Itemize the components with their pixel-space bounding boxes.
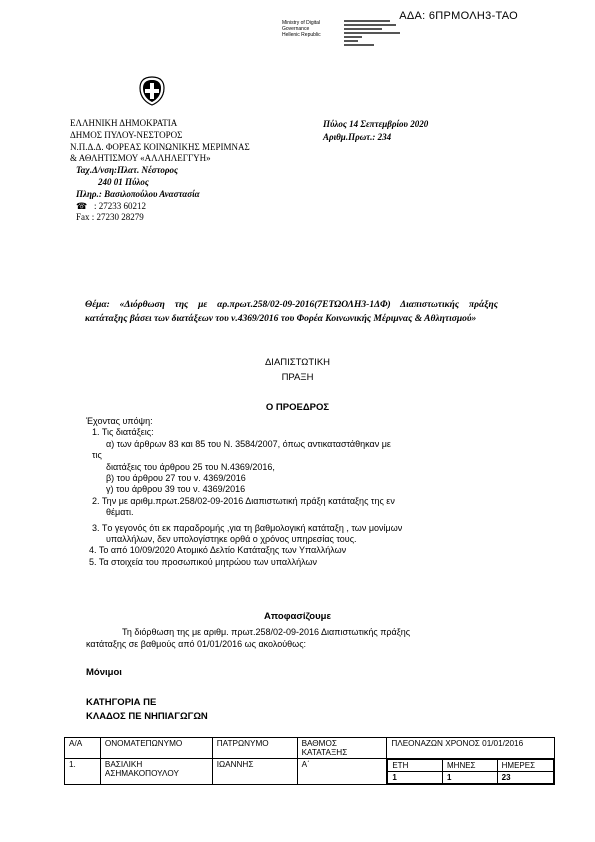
category-heading: ΚΑΤΗΓΟΡΙΑ ΠΕ <box>86 697 157 708</box>
phone-icon: ☎ <box>76 200 88 211</box>
address: Ταχ.Δ/νση:Πλατ. Νέστορος <box>76 165 179 176</box>
signature-line: Governance <box>282 26 310 32</box>
item-1a-cont2: διατάξεις του άρθρου 25 του Ν.4369/2016, <box>106 461 275 472</box>
phone-row <box>70 201 250 213</box>
decision-text <box>86 626 506 650</box>
item-1b: β) του άρθρου 27 του ν. 4369/2016 <box>106 473 246 484</box>
subject: Θέμα: «Διόρθωση της με αρ.πρωτ.258/02-09-2016(7ΕΤΩΟΛΗ3-1ΔΦ) Διαπιστωτικής πράξης κατάταξης βάσει των διατάξεων του ν.4369/2016 του Φορέα Κοινωνικής Μέριμνας & Αθλητισμού» <box>85 300 498 324</box>
item-4: 4. Το από 10/09/2020 Ατομικό Δελτίο Κατάταξης των Υπαλλήλων <box>89 545 347 556</box>
item-1c: γ) του άρθρου 39 του ν. 4369/2016 <box>106 484 246 495</box>
decision-line2: κατάταξης σε βαθμούς από 01/01/2016 ως ακολούθως: <box>86 639 307 649</box>
header-surplus: ΠΛΕΟΝΑΖΩΝ ΧΡΟΝΟΣ 01/01/2016 <box>387 738 555 759</box>
cell-name: ΒΑΣΙΛΙΚΗ ΑΣΗΜΑΚΟΠΟΥΛΟΥ <box>100 759 212 785</box>
ada-code: ΑΔΑ: 6ΠΡΜΟΛΗ3-ΤΑΟ <box>399 10 518 22</box>
fax-label: Fax <box>76 212 90 223</box>
signature-scribble <box>344 20 424 52</box>
signature-details-image <box>344 20 424 53</box>
cell-months: 1 <box>443 772 498 784</box>
table-header-row <box>65 738 555 759</box>
header-name: ΟΝΟΜΑΤΕΠΩΝΥΜΟ <box>100 738 212 759</box>
header-line: ΔΗΜΟΣ ΠΥΛΟΥ-ΝΕΣΤΟΡΟΣ <box>70 129 183 140</box>
header-line: Ν.Π.Δ.Δ. ΦΟΡΕΑΣ ΚΟΙΝΩΝΙΚΗΣ ΜΕΡΙΜΝΑΣ <box>70 141 250 152</box>
item-1a: α) των άρθρων 83 και 85 του Ν. 3584/2007, όπως αντικαταστάθηκαν με <box>106 438 391 449</box>
document-title-line1: ΔΙΑΠΙΣΤΩΤΙΚΗ <box>264 357 331 368</box>
header-line: ΕΛΛΗΝΙΚΗ ΔΗΜΟΚΡΑΤΙΑ <box>70 118 178 128</box>
cell-father: ΙΩΑΝΝΗΣ <box>212 759 297 785</box>
item-1: 1. Τις διατάξεις: <box>92 427 154 438</box>
date-protocol <box>323 118 428 144</box>
contact-person: Πληρ.: Βασιλοπούλου Αναστασία <box>76 188 200 199</box>
phone-number: : 27233 60212 <box>93 200 146 211</box>
header-aa: Α/Α <box>65 738 101 759</box>
sub-header-months: ΜΗΝΕΣ <box>443 760 498 772</box>
document-title-line2: ΠΡΑΞΗ <box>281 372 314 383</box>
cell-days: 23 <box>497 772 553 784</box>
branch-heading: ΚΛΑΔΟΣ ΠΕ ΝΗΠΙΑΓΩΓΩΝ <box>86 711 208 722</box>
decision-line1: Τη διόρθωση της με αριθμ. πρωτ.258/02-09-2016 Διαπιστωτικής πράξης <box>122 627 411 637</box>
item-2-cont: θέματι. <box>106 507 134 518</box>
considerations <box>86 416 516 568</box>
sub-header-years: ΕΤΗ <box>388 760 443 772</box>
classification-table <box>64 737 555 785</box>
signature-line: Hellenic Republic <box>282 32 321 38</box>
signature-line: Ministry of Digital <box>282 20 321 26</box>
item-5: 5. Τα στοιχεία του προσωπικού μητρώου των υπαλλήλων <box>89 556 318 567</box>
item-3-cont: υπαλλήλων, δεν υπολογίστηκε ορθά ο χρόνος υπηρεσίας τους. <box>106 534 357 545</box>
postcode: 240 01 Πύλος <box>98 176 149 187</box>
item-2: 2. Την με αριθμ.πρωτ.258/02-09-2016 Διαπιστωτική πράξη κατάταξης της εν <box>92 495 395 506</box>
cell-aa: 1. <box>65 759 101 785</box>
digital-signature-stamp <box>282 20 342 38</box>
cell-grade: Α΄ <box>297 759 387 785</box>
table-row <box>65 759 555 785</box>
item-1a-cont: τις <box>92 450 102 461</box>
surplus-subtable <box>387 759 554 784</box>
sub-header-days: ΗΜΕΡΕΣ <box>497 760 553 772</box>
fax-row <box>70 212 250 224</box>
issuer-header <box>70 118 250 224</box>
cell-years: 1 <box>388 772 443 784</box>
greek-emblem-icon <box>138 76 166 106</box>
item-3: 3. Τo γεγονός ότι εκ παραδρομής ,για τη βαθμολογική κατάταξη , των μονίμων <box>92 522 403 533</box>
header-father: ΠΑΤΡΩΝΥΜΟ <box>212 738 297 759</box>
fax-number: : 27230 28279 <box>91 212 144 223</box>
header-line: & ΑΘΛΗΤΙΣΜΟΥ «ΑΛΛΗΛΕΓΓΥΗ» <box>70 153 211 164</box>
protocol-number: Αριθμ.Πρωτ.: 234 <box>323 132 392 142</box>
intro: Έχοντας υπόψη: <box>86 416 153 426</box>
president-heading: Ο ΠΡΟΕΔΡΟΣ <box>265 402 330 413</box>
permanent-heading: Μόνιμοι <box>86 667 122 678</box>
decision-heading: Αποφασίζουμε <box>264 611 331 622</box>
date: Πύλος 14 Σεπτεμβρίου 2020 <box>323 119 429 129</box>
header-grade: ΒΑΘΜΟΣ ΚΑΤΑΤΑΞΗΣ <box>297 738 387 759</box>
cell-surplus <box>387 759 555 785</box>
